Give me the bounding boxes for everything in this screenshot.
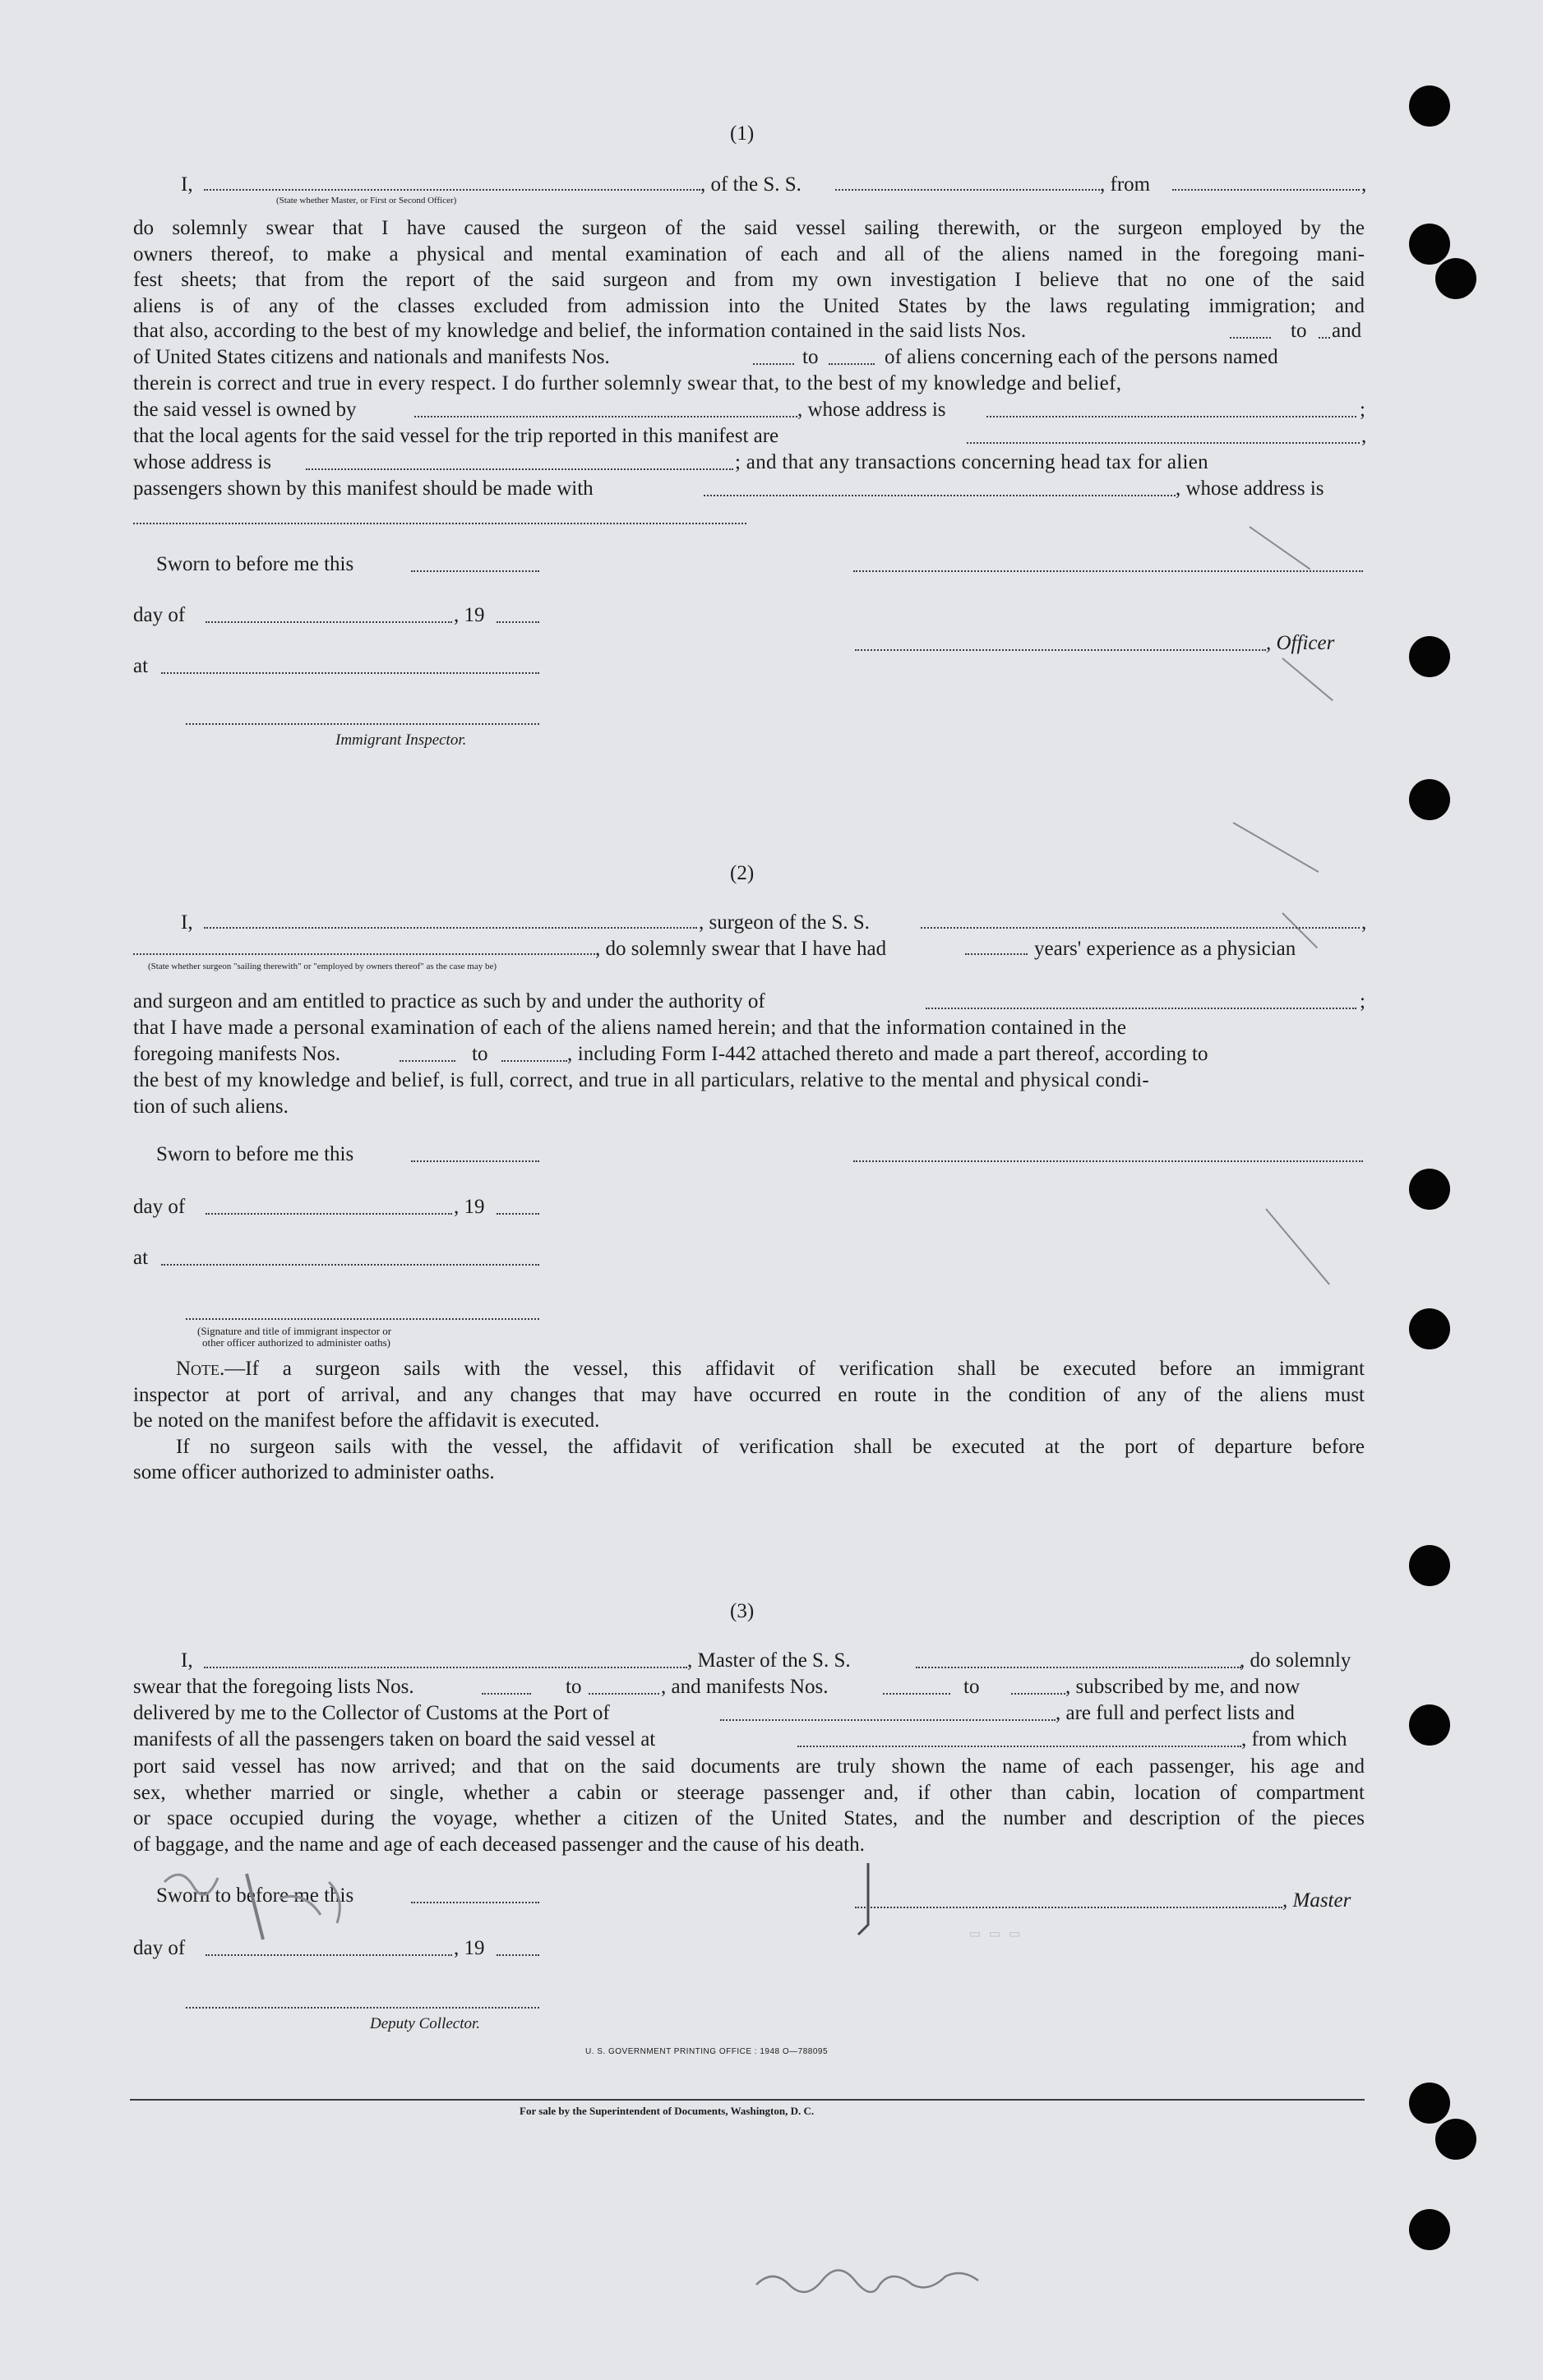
day-of-label: day of: [133, 1937, 186, 1959]
handwritten-marks: [148, 1849, 419, 1956]
punch-hole: [1409, 779, 1450, 820]
officer-title-line[interactable]: [855, 649, 1266, 651]
master-vessel-field[interactable]: [916, 1667, 1241, 1668]
punch-hole: [1409, 1704, 1450, 1746]
sworn-date-field[interactable]: [411, 1160, 539, 1162]
witness-signature-line[interactable]: [186, 1318, 539, 1320]
section1-body: [133, 215, 1365, 319]
manifests-from-field[interactable]: [753, 363, 794, 365]
lists-from-field[interactable]: [1230, 337, 1271, 339]
at-label: at: [133, 1247, 149, 1269]
punch-hole: [1409, 1545, 1450, 1586]
pencil-signature: [748, 2252, 1011, 2301]
foregoing-from-field[interactable]: [400, 1060, 455, 1062]
pencil-mark: [1249, 526, 1310, 570]
surgeon-signature-line[interactable]: [853, 1160, 1363, 1162]
sworn-date-field[interactable]: [411, 1902, 539, 1903]
sworn-date-field[interactable]: [411, 570, 539, 572]
agents-address-field[interactable]: [306, 468, 733, 470]
of-ss-label: , of the S. S.: [700, 173, 802, 196]
sworn-label: Sworn to before me this: [156, 1884, 354, 1907]
collector-signature-line[interactable]: [186, 2007, 539, 2009]
section2-i-label: I,: [181, 911, 193, 934]
aliens-end-text: tion of such aliens.: [133, 1095, 289, 1118]
day-of-field[interactable]: [206, 621, 452, 623]
passengers-label: passengers shown by this manifest should be made with: [133, 477, 594, 500]
master-of-ss-label: , Master of the S. S.: [687, 1649, 851, 1672]
full-lists-text: , are full and perfect lists and: [1056, 1702, 1295, 1724]
head-tax-address-field[interactable]: [133, 523, 746, 524]
physician-text: years' experience as a physician: [1034, 938, 1296, 960]
from-which-text: , from which: [1241, 1728, 1347, 1750]
lists-text: that also, according to the best of my knowledge and belief, the information contained in the said lists Nos.: [133, 320, 1027, 342]
printing-office-imprint: U. S. GOVERNMENT PRINTING OFFICE : 1948 O—788095: [585, 2047, 829, 2056]
pencil-mark: [1233, 822, 1319, 873]
body-line: fest sheets; that from the report of the said surgeon and from my own investigation I believe that no one of the said: [133, 269, 1365, 291]
body-line: port said vessel has now arrived; and that on the said documents are truly shown the name of each passenger, his age and: [133, 1755, 1365, 1778]
comma: ,: [1361, 911, 1367, 934]
at-place-field[interactable]: [161, 672, 539, 674]
owner-address-label: , whose address is: [797, 399, 946, 421]
agents-label: that the local agents for the said vessel for the trip reported in this manifest are: [133, 425, 779, 447]
owned-by-label: the said vessel is owned by: [133, 399, 357, 421]
delivered-text: delivered by me to the Collector of Customs at the Port of: [133, 1702, 610, 1724]
punch-hole: [1435, 258, 1476, 299]
body-line: do solemnly swear that I have caused the surgeon of the said vessel sailing therewith, or the surgeon employed by the: [133, 217, 1365, 239]
body-line: owners thereof, to make a physical and mental examination of each and all of the aliens named in the foregoing mani-: [133, 242, 1365, 265]
punch-hole: [1409, 636, 1450, 677]
to-label: to: [1291, 320, 1307, 342]
form-text: , including Form I-442 attached thereto and made a part thereof, according to: [567, 1043, 1208, 1065]
agents-address-label: whose address is: [133, 451, 272, 473]
sworn-label: Sworn to before me this: [156, 553, 354, 575]
punch-hole: [1435, 2119, 1476, 2160]
inspector-signature-line[interactable]: [186, 723, 539, 725]
aliens-text: of aliens concerning each of the persons named: [885, 346, 1278, 368]
foregoing-to-field[interactable]: [501, 1060, 567, 1062]
taken-on-board-text: manifests of all the passengers taken on board the said vessel at: [133, 1728, 656, 1750]
note-line: inspector at port of arrival, and any changes that may have occurred en route in the condition of any of the aliens must: [133, 1383, 1365, 1406]
note-line: be noted on the manifest before the affidavit is executed.: [133, 1409, 600, 1432]
year-label: , 19: [454, 1196, 485, 1218]
signature-note: (Signature and title of immigrant inspector or: [197, 1325, 392, 1337]
lists-from-field[interactable]: [482, 1693, 531, 1695]
and-manifests-text: , and manifests Nos.: [661, 1676, 829, 1698]
note-line: some officer authorized to administer oaths.: [133, 1461, 495, 1483]
punch-hole: [1409, 85, 1450, 127]
sworn-label: Sworn to before me this: [156, 1143, 354, 1165]
whose-address-label: , whose address is: [1176, 477, 1324, 500]
punch-hole: [1409, 2209, 1450, 2250]
year-label: , 19: [454, 1937, 485, 1959]
section1-i-label: I,: [181, 173, 193, 196]
lists-to-field[interactable]: [1319, 337, 1330, 339]
manifests-text: of United States citizens and nationals and manifests Nos.: [133, 346, 610, 368]
body-line: aliens is of any of the classes excluded from admission into the United States by the laws regulating immigration; and: [133, 294, 1365, 317]
punch-hole: [1409, 1169, 1450, 1210]
lists-to-field[interactable]: [589, 1693, 659, 1695]
at-place-field[interactable]: [161, 1264, 539, 1266]
officer-name-field[interactable]: [204, 189, 700, 191]
pencil-mark: [1282, 657, 1333, 701]
surgeon-note: (State whether surgeon "sailing therewith" or "employed by owners thereof" as the case may be): [148, 962, 497, 971]
owner-field[interactable]: [414, 416, 797, 417]
comma: ,: [1361, 425, 1367, 447]
officer-signature-line[interactable]: [853, 570, 1363, 572]
authority-text: and surgeon and am entitled to practice as such by and under the authority of: [133, 990, 765, 1012]
from-port-field[interactable]: [1172, 189, 1360, 191]
exam-text: that I have made a personal examination of each of the aliens named herein; and that the information contained in the: [133, 1017, 1127, 1039]
punch-hole: [1409, 2082, 1450, 2124]
collector-label: Deputy Collector.: [370, 2015, 481, 2032]
owner-address-field[interactable]: [986, 416, 1356, 417]
from-label: , from: [1100, 173, 1151, 196]
vessel-name-field[interactable]: [835, 189, 1100, 191]
section-number: (1): [730, 122, 755, 145]
to-label: to: [963, 1676, 980, 1698]
day-of-label: day of: [133, 604, 186, 626]
officer-label: , Officer: [1266, 632, 1335, 654]
body-line: sex, whether married or single, whether a cabin or steerage passenger and, if other than cabin, location of compartment: [133, 1781, 1365, 1804]
to-label: to: [802, 346, 819, 368]
day-of-label: day of: [133, 1196, 186, 1218]
year-label: , 19: [454, 604, 485, 626]
solemnly-label: , do solemnly: [1240, 1649, 1351, 1672]
surgeon-vessel-field[interactable]: [921, 927, 1360, 929]
signature-note: other officer authorized to administer oaths): [202, 1336, 390, 1349]
section-number: (2): [730, 862, 755, 884]
inspector-label: Immigrant Inspector.: [335, 731, 467, 749]
day-of-field[interactable]: [206, 1213, 452, 1215]
swear-text: swear that the foregoing lists Nos.: [133, 1676, 414, 1698]
body-line: or space occupied during the voyage, whether a citizen of the United States, and the number and description of the pieces: [133, 1807, 1365, 1829]
note-line: If no surgeon sails with the vessel, the affidavit of verification shall be executed at the port of departure before: [176, 1435, 1365, 1458]
subscribed-text: , subscribed by me, and now: [1065, 1676, 1300, 1698]
master-label: , Master: [1282, 1889, 1351, 1912]
surgeon-of-ss-label: , surgeon of the S. S.: [699, 911, 870, 934]
year-field[interactable]: [497, 621, 539, 623]
note-paragraph: [133, 1356, 1365, 1486]
manifests-to-field[interactable]: [829, 363, 875, 365]
semicolon: ;: [1360, 990, 1365, 1012]
years-field[interactable]: [965, 953, 1028, 955]
section3-i-label: I,: [181, 1649, 193, 1672]
section-number: (3): [730, 1600, 755, 1622]
year-field[interactable]: [497, 1213, 539, 1215]
surgeon-status-field[interactable]: [133, 953, 595, 955]
punch-hole: [1409, 224, 1450, 265]
section3-body: [133, 1754, 1365, 1857]
year-field[interactable]: [497, 1954, 539, 1956]
foregoing-text: foregoing manifests Nos.: [133, 1043, 341, 1065]
best-text: the best of my knowledge and belief, is full, correct, and true in all particulars, relative to the mental and physical condi-: [133, 1069, 1149, 1091]
manifests-from-field[interactable]: [883, 1693, 950, 1695]
head-tax-text: ; and that any transactions concerning head tax for alien: [735, 451, 1208, 473]
agents-field[interactable]: [967, 442, 1360, 444]
port-field[interactable]: [720, 1719, 1056, 1721]
master-name-field[interactable]: [204, 1667, 687, 1668]
surgeon-name-field[interactable]: [204, 927, 697, 929]
line-end-comma: ,: [1361, 173, 1367, 196]
bleed-through-text: ▭ ▭ ▭: [970, 1926, 1020, 1944]
head-tax-party-field[interactable]: [704, 495, 1176, 496]
bracket-mark: [852, 1859, 876, 1941]
pencil-mark: [1265, 1208, 1330, 1285]
correct-text: therein is correct and true in every respect. I do further solemnly swear that, to the best of my knowledge and belief,: [133, 372, 1122, 394]
to-label: to: [472, 1043, 488, 1065]
semicolon: ;: [1360, 399, 1365, 421]
authority-field[interactable]: [926, 1008, 1356, 1009]
officer-note: (State whether Master, or First or Second Officer): [276, 196, 457, 205]
master-signature-line[interactable]: [855, 1907, 1282, 1908]
footer-rule: [130, 2099, 1365, 2101]
note-label: Note.: [176, 1358, 225, 1380]
at-label: at: [133, 655, 149, 677]
to-label: to: [566, 1676, 582, 1698]
years-text: , do solemnly swear that I have had: [595, 938, 887, 960]
manifests-to-field[interactable]: [1011, 1693, 1065, 1695]
body-line: of baggage, and the name and age of each deceased passenger and the cause of his death.: [133, 1833, 865, 1856]
embark-port-field[interactable]: [797, 1746, 1241, 1747]
note-line: —If a surgeon sails with the vessel, this affidavit of verification shall be executed before an immigrant: [224, 1358, 1365, 1380]
punch-hole: [1409, 1308, 1450, 1349]
for-sale-imprint: For sale by the Superintendent of Documents, Washington, D. C.: [520, 2105, 815, 2117]
and-label: and: [1332, 320, 1362, 342]
